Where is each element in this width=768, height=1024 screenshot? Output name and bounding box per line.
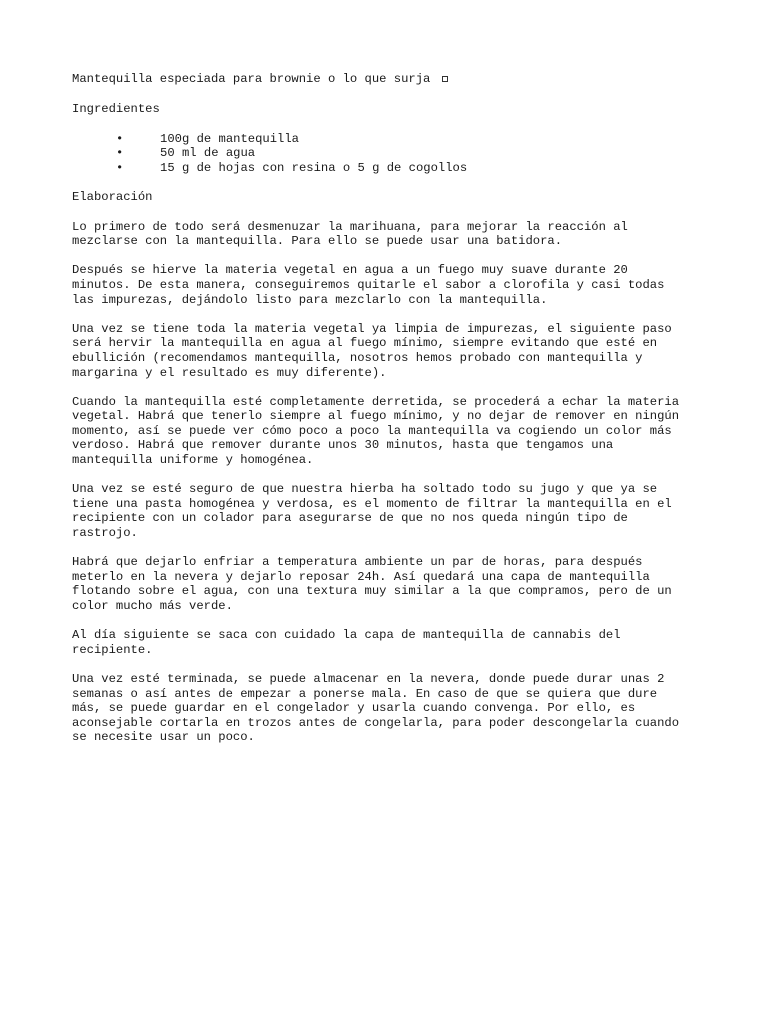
document-title-line — [72, 72, 702, 87]
paragraph: Habrá que dejarlo enfriar a temperatura ambiente un par de horas, para después meterlo en la nevera y dejarlo reposar 24h. Así quedará una capa de mantequilla flotando sobre el agua, con una textura muy similar a la que compramos, pero de un color mucho más verde. — [72, 555, 672, 613]
bullet-icon: • — [116, 160, 124, 175]
paragraph: Al día siguiente se saca con cuidado la capa de mantequilla de cannabis del recipiente. — [72, 628, 621, 657]
bullet-icon: • — [116, 146, 124, 161]
document-page — [72, 72, 702, 745]
paragraph: Una vez se tiene toda la materia vegetal ya limpia de impurezas, el siguiente paso será hervir la mantequilla en agua al fuego mínimo, siempre evitando que esté en ebullición (recomendamos mantequilla, nosotros hemos probado con mantequilla y margarina y el resultado es muy diferente). — [72, 321, 672, 380]
list-item — [72, 132, 702, 147]
paragraph: Después se hierve la materia vegetal en agua a un fuego muy suave durante 20 minutos. De esta manera, conseguiremos quitarle el sabor a clorofila y casi todas las impurezas, dejándolo listo para mezclarlo con la mantequilla. — [72, 263, 665, 307]
paragraph: Una vez se esté seguro de que nuestra hierba ha soltado todo su jugo y que ya se tiene una pasta homogénea y verdosa, es el momento de filtrar la mantequilla en el recipiente con un colador para asegurarse de que no nos queda ningún tipo de rastrojo. — [72, 482, 672, 541]
paragraph: Una vez esté terminada, se puede almacenar en la nevera, donde puede durar unas 2 semanas o así antes de empezar a ponerse mala. En caso de que se quiera que dure más, se puede guardar en el congelador y usarla cuando convenga. Por ello, es aconsejable cortarla en trozos antes de congelarla, para poder descongelarla cuando se necesite usar un poco. — [72, 671, 680, 745]
ingredients-list — [72, 132, 702, 176]
paragraph: Cuando la mantequilla esté completamente derretida, se procederá a echar la materia vegetal. Habrá que tenerlo siempre al fuego mínimo, y no dejar de remover en ningún momento, así se puede ver cómo poco a poco la mantequilla va cogiendo un color más verdoso. Habrá que remover durante unos 30 minutos, hasta que tengamos una mantequilla uniforme y homogénea. — [72, 394, 680, 468]
missing-glyph-icon — [442, 76, 448, 82]
paragraph: Lo primero de todo será desmenuzar la marihuana, para mejorar la reacción al mezclarse con la mantequilla. Para ello se puede usar una batidora. — [72, 219, 628, 249]
list-item — [72, 146, 702, 161]
ingredients-heading: Ingredientes — [72, 102, 160, 116]
document-title: Mantequilla especiada para brownie o lo que surja — [72, 72, 431, 86]
bullet-icon: • — [116, 131, 124, 146]
ingredient-text: 15 g de hojas con resina o 5 g de cogollos — [160, 160, 468, 175]
ingredient-text: 50 ml de agua — [160, 146, 256, 161]
list-item — [72, 161, 702, 176]
ingredient-text: 100g de mantequilla — [160, 131, 299, 146]
steps-heading: Elaboración — [72, 190, 153, 205]
